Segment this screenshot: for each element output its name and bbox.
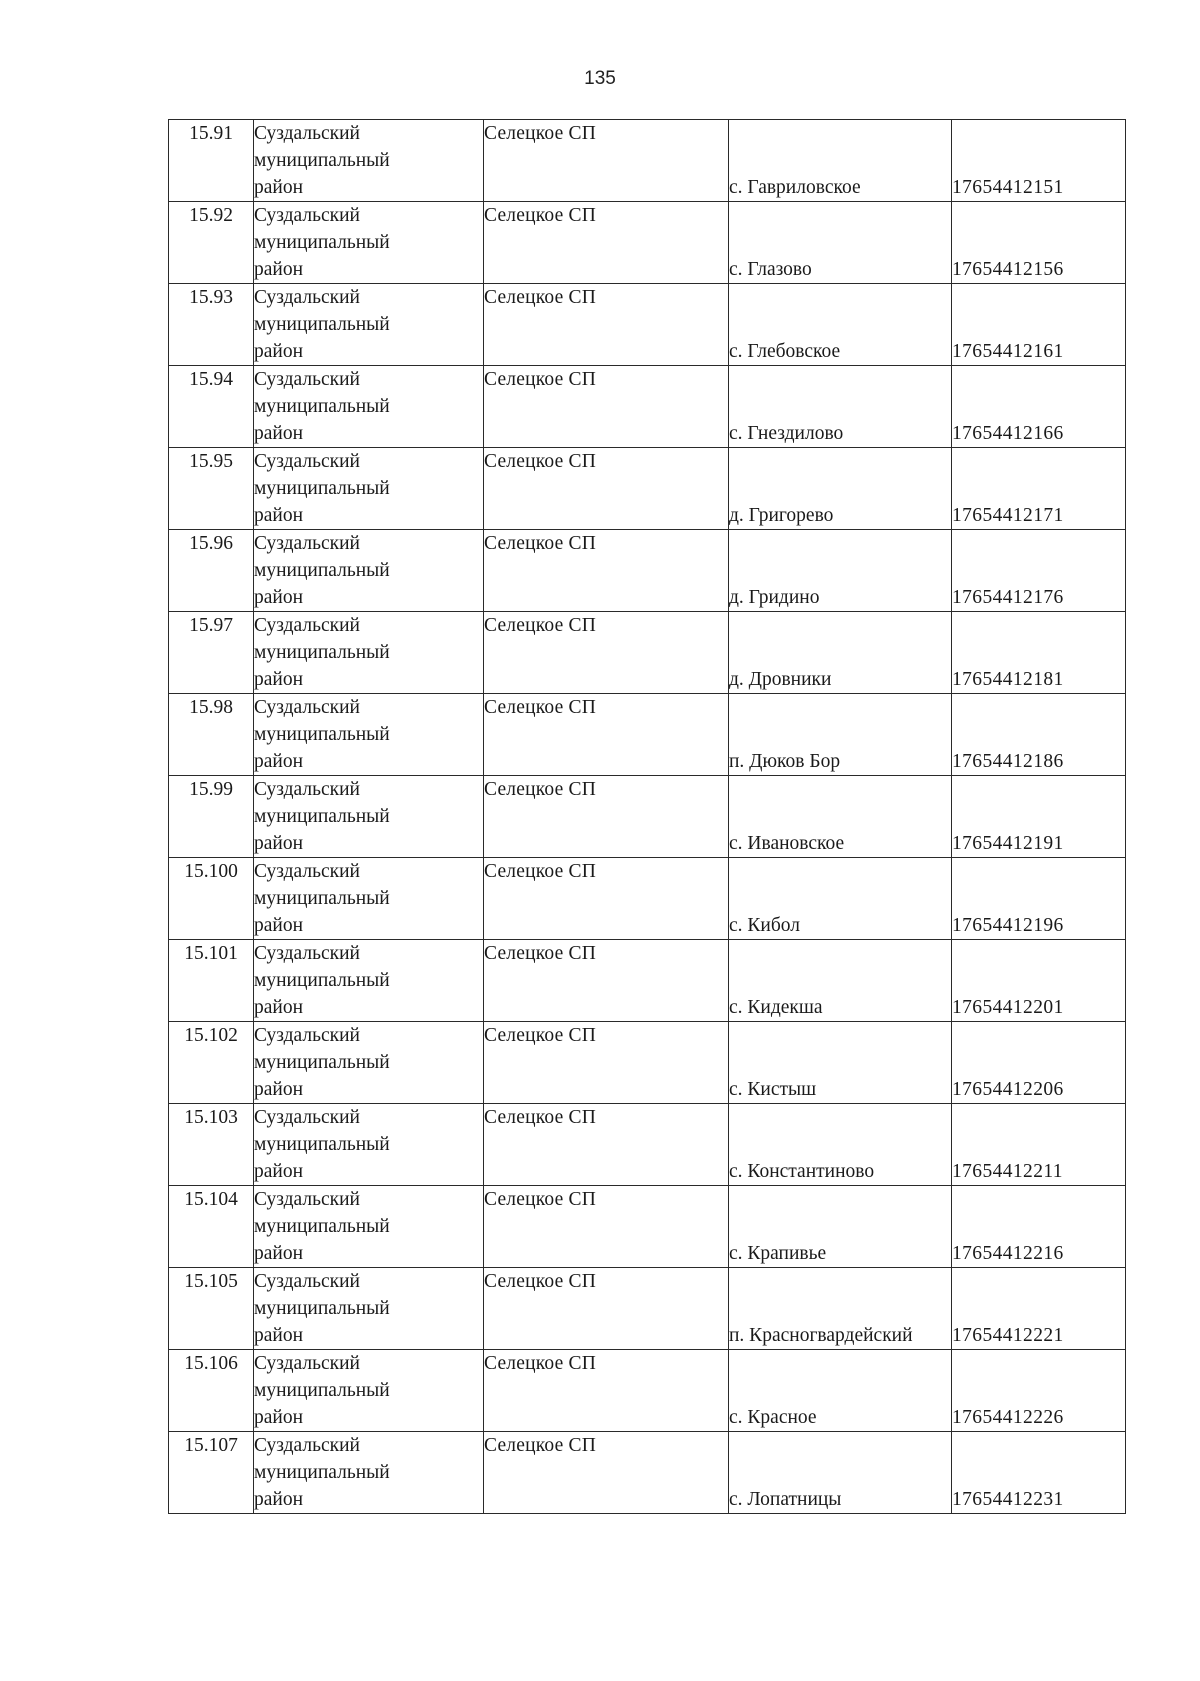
district-text: Суздальский муниципальный район <box>254 451 390 526</box>
settlement-text: Селецкое СП <box>484 1271 597 1292</box>
district-text: Суздальский муниципальный район <box>254 615 390 690</box>
row-number-cell <box>169 858 254 940</box>
district-text: Суздальский муниципальный район <box>254 779 390 854</box>
row-number-cell <box>169 448 254 530</box>
table-row <box>169 366 1126 448</box>
district-text: Суздальский муниципальный район <box>254 861 390 936</box>
settlement-text: Селецкое СП <box>484 205 597 226</box>
oktmo-code-cell <box>952 858 1126 940</box>
table-row <box>169 612 1126 694</box>
row-number-cell <box>169 940 254 1022</box>
oktmo-code-cell <box>952 1432 1126 1514</box>
settlement-cell <box>484 1104 729 1186</box>
district-text: Суздальский муниципальный район <box>254 943 390 1018</box>
row-number-text: 15.98 <box>189 697 233 718</box>
locality-cell <box>729 858 952 940</box>
district-text: Суздальский муниципальный район <box>254 123 390 198</box>
oktmo-code-text: 17654412151 <box>952 177 1064 198</box>
settlement-cell <box>484 1350 729 1432</box>
row-number-cell <box>169 284 254 366</box>
settlement-cell <box>484 694 729 776</box>
row-number-text: 15.96 <box>189 533 233 554</box>
table-row <box>169 120 1126 202</box>
settlement-cell <box>484 858 729 940</box>
oktmo-code-cell <box>952 1186 1126 1268</box>
row-number-cell <box>169 1186 254 1268</box>
locality-text: с. Ивановское <box>729 833 845 854</box>
settlements-table <box>168 119 1126 1514</box>
oktmo-code-text: 17654412201 <box>952 997 1064 1018</box>
settlement-text: Селецкое СП <box>484 943 597 964</box>
oktmo-code-cell <box>952 366 1126 448</box>
settlement-text: Селецкое СП <box>484 1435 597 1456</box>
table-row <box>169 776 1126 858</box>
locality-cell <box>729 776 952 858</box>
settlement-text: Селецкое СП <box>484 697 597 718</box>
locality-text: с. Кибол <box>729 915 800 936</box>
locality-text: с. Кистыш <box>729 1079 817 1100</box>
district-text: Суздальский муниципальный район <box>254 1271 390 1346</box>
table-row <box>169 858 1126 940</box>
settlement-cell <box>484 1022 729 1104</box>
table-row <box>169 940 1126 1022</box>
settlement-text: Селецкое СП <box>484 451 597 472</box>
locality-text: д. Гридино <box>729 587 820 608</box>
locality-cell <box>729 1186 952 1268</box>
oktmo-code-text: 17654412171 <box>952 505 1064 526</box>
district-cell <box>254 530 484 612</box>
oktmo-code-cell <box>952 120 1126 202</box>
settlement-cell <box>484 1186 729 1268</box>
table-row <box>169 530 1126 612</box>
locality-text: с. Красное <box>729 1407 817 1428</box>
row-number-cell <box>169 776 254 858</box>
settlement-cell <box>484 284 729 366</box>
row-number-cell <box>169 366 254 448</box>
oktmo-code-cell <box>952 448 1126 530</box>
district-text: Суздальский муниципальный район <box>254 1435 390 1510</box>
row-number-cell <box>169 202 254 284</box>
settlement-cell <box>484 776 729 858</box>
row-number-text: 15.104 <box>184 1189 238 1210</box>
locality-text: с. Глазово <box>729 259 812 280</box>
row-number-cell <box>169 1432 254 1514</box>
locality-cell <box>729 694 952 776</box>
settlement-cell <box>484 612 729 694</box>
district-text: Суздальский муниципальный район <box>254 287 390 362</box>
settlement-cell <box>484 940 729 1022</box>
district-text: Суздальский муниципальный район <box>254 205 390 280</box>
locality-text: д. Григорево <box>729 505 834 526</box>
oktmo-code-cell <box>952 1022 1126 1104</box>
district-cell <box>254 940 484 1022</box>
oktmo-code-text: 17654412221 <box>952 1325 1064 1346</box>
settlement-text: Селецкое СП <box>484 123 597 144</box>
row-number-text: 15.105 <box>184 1271 238 1292</box>
district-cell <box>254 858 484 940</box>
locality-text: с. Крапивье <box>729 1243 827 1264</box>
locality-cell <box>729 612 952 694</box>
locality-cell <box>729 1350 952 1432</box>
page-number: 135 <box>584 68 616 89</box>
locality-text: с. Лопатницы <box>729 1489 842 1510</box>
oktmo-code-cell <box>952 612 1126 694</box>
district-text: Суздальский муниципальный район <box>254 369 390 444</box>
locality-cell <box>729 530 952 612</box>
settlement-text: Селецкое СП <box>484 287 597 308</box>
row-number-text: 15.102 <box>184 1025 238 1046</box>
row-number-cell <box>169 694 254 776</box>
district-cell <box>254 202 484 284</box>
table-row <box>169 1432 1126 1514</box>
oktmo-code-text: 17654412211 <box>952 1161 1063 1182</box>
settlement-text: Селецкое СП <box>484 1189 597 1210</box>
row-number-text: 15.100 <box>184 861 238 882</box>
oktmo-code-text: 17654412156 <box>952 259 1064 280</box>
settlement-cell <box>484 448 729 530</box>
row-number-cell <box>169 1268 254 1350</box>
row-number-cell <box>169 612 254 694</box>
row-number-cell <box>169 120 254 202</box>
district-cell <box>254 694 484 776</box>
row-number-text: 15.94 <box>189 369 233 390</box>
locality-cell <box>729 202 952 284</box>
locality-text: с. Константиново <box>729 1161 875 1182</box>
locality-cell <box>729 448 952 530</box>
oktmo-code-cell <box>952 202 1126 284</box>
oktmo-code-text: 17654412176 <box>952 587 1064 608</box>
oktmo-code-cell <box>952 530 1126 612</box>
district-text: Суздальский муниципальный район <box>254 697 390 772</box>
settlement-cell <box>484 202 729 284</box>
table-row <box>169 1104 1126 1186</box>
oktmo-code-text: 17654412226 <box>952 1407 1064 1428</box>
district-cell <box>254 1350 484 1432</box>
locality-text: п. Красногвардейский <box>729 1325 913 1346</box>
settlement-text: Селецкое СП <box>484 369 597 390</box>
oktmo-code-text: 17654412166 <box>952 423 1064 444</box>
table-row <box>169 1268 1126 1350</box>
oktmo-code-text: 17654412231 <box>952 1489 1064 1510</box>
row-number-text: 15.93 <box>189 287 233 308</box>
table-row <box>169 1022 1126 1104</box>
district-cell <box>254 1268 484 1350</box>
table-body <box>169 120 1126 1514</box>
settlement-text: Селецкое СП <box>484 1353 597 1374</box>
row-number-text: 15.107 <box>184 1435 238 1456</box>
table-row <box>169 1186 1126 1268</box>
oktmo-code-text: 17654412186 <box>952 751 1064 772</box>
table-row <box>169 284 1126 366</box>
row-number-text: 15.99 <box>189 779 233 800</box>
locality-cell <box>729 1022 952 1104</box>
locality-cell <box>729 1268 952 1350</box>
oktmo-code-cell <box>952 1104 1126 1186</box>
row-number-text: 15.101 <box>184 943 238 964</box>
settlement-cell <box>484 1432 729 1514</box>
district-text: Суздальский муниципальный район <box>254 1107 390 1182</box>
row-number-text: 15.97 <box>189 615 233 636</box>
district-cell <box>254 776 484 858</box>
settlement-cell <box>484 120 729 202</box>
table-row <box>169 202 1126 284</box>
table-row <box>169 694 1126 776</box>
settlement-cell <box>484 1268 729 1350</box>
row-number-text: 15.103 <box>184 1107 238 1128</box>
district-cell <box>254 1186 484 1268</box>
locality-cell <box>729 940 952 1022</box>
district-text: Суздальский муниципальный район <box>254 1025 390 1100</box>
oktmo-code-text: 17654412181 <box>952 669 1064 690</box>
row-number-cell <box>169 1350 254 1432</box>
table-row <box>169 1350 1126 1432</box>
locality-text: д. Дровники <box>729 669 832 690</box>
district-text: Суздальский муниципальный район <box>254 1189 390 1264</box>
locality-text: с. Кидекша <box>729 997 823 1018</box>
settlement-text: Селецкое СП <box>484 861 597 882</box>
row-number-cell <box>169 1022 254 1104</box>
oktmo-code-cell <box>952 940 1126 1022</box>
locality-cell <box>729 1104 952 1186</box>
district-cell <box>254 612 484 694</box>
locality-cell <box>729 1432 952 1514</box>
oktmo-code-text: 17654412191 <box>952 833 1064 854</box>
district-cell <box>254 120 484 202</box>
row-number-cell <box>169 1104 254 1186</box>
settlement-text: Селецкое СП <box>484 1025 597 1046</box>
oktmo-code-text: 17654412196 <box>952 915 1064 936</box>
locality-text: с. Глебовское <box>729 341 841 362</box>
oktmo-code-text: 17654412216 <box>952 1243 1064 1264</box>
district-cell <box>254 1104 484 1186</box>
oktmo-code-text: 17654412206 <box>952 1079 1064 1100</box>
district-cell <box>254 284 484 366</box>
row-number-text: 15.91 <box>189 123 233 144</box>
locality-cell <box>729 120 952 202</box>
row-number-text: 15.92 <box>189 205 233 226</box>
row-number-cell <box>169 530 254 612</box>
district-cell <box>254 366 484 448</box>
oktmo-code-text: 17654412161 <box>952 341 1064 362</box>
locality-text: с. Гнездилово <box>729 423 844 444</box>
district-cell <box>254 1022 484 1104</box>
oktmo-code-cell <box>952 694 1126 776</box>
settlement-text: Селецкое СП <box>484 1107 597 1128</box>
oktmo-code-cell <box>952 1268 1126 1350</box>
settlement-text: Селецкое СП <box>484 533 597 554</box>
locality-text: п. Дюков Бор <box>729 751 841 772</box>
table-row <box>169 448 1126 530</box>
settlement-cell <box>484 530 729 612</box>
district-cell <box>254 448 484 530</box>
district-text: Суздальский муниципальный район <box>254 1353 390 1428</box>
locality-cell <box>729 366 952 448</box>
oktmo-code-cell <box>952 776 1126 858</box>
row-number-text: 15.95 <box>189 451 233 472</box>
row-number-text: 15.106 <box>184 1353 238 1374</box>
settlement-text: Селецкое СП <box>484 779 597 800</box>
oktmo-code-cell <box>952 1350 1126 1432</box>
settlement-cell <box>484 366 729 448</box>
locality-text: с. Гавриловское <box>729 177 861 198</box>
district-cell <box>254 1432 484 1514</box>
oktmo-code-cell <box>952 284 1126 366</box>
settlement-text: Селецкое СП <box>484 615 597 636</box>
district-text: Суздальский муниципальный район <box>254 533 390 608</box>
locality-cell <box>729 284 952 366</box>
